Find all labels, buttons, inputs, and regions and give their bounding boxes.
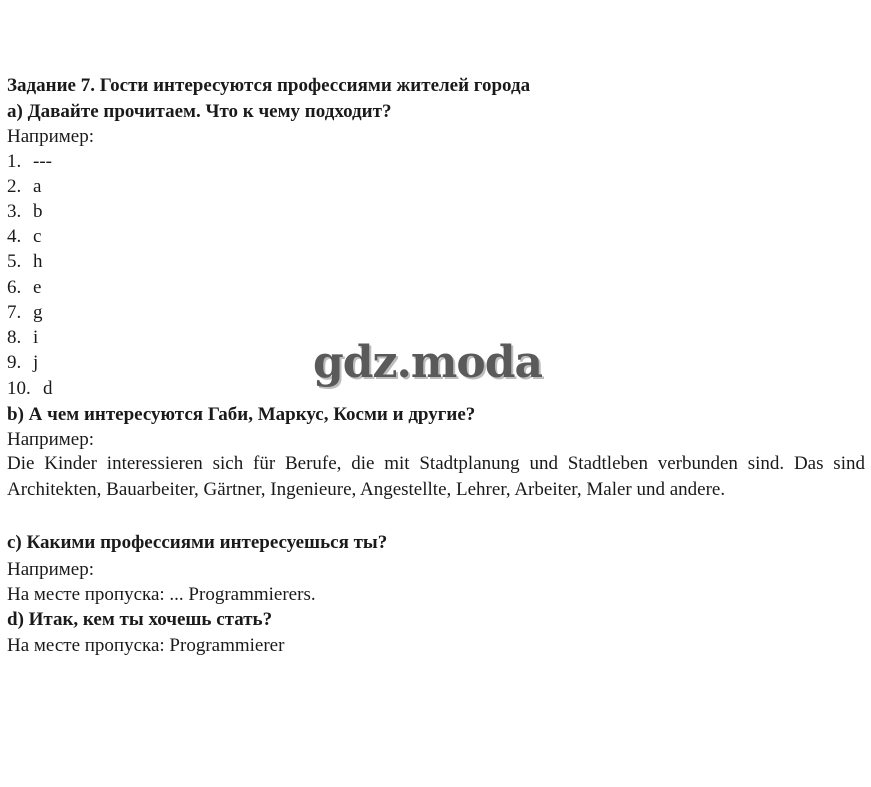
list-item [7,226,41,248]
part-b-heading: b) А чем интересуются Габи, Маркус, Косми и другие? [7,404,476,425]
list-item-answer: i [33,327,39,348]
list-item-number: 1. [7,151,22,172]
list-item [7,176,41,198]
list-item-number: 8. [7,327,22,348]
list-item-number: 2. [7,176,22,197]
list-item-number: 5. [7,251,22,272]
list-item [7,327,38,349]
list-item-answer: a [33,176,42,197]
list-item-answer: j [33,352,39,373]
list-item-answer: --- [33,151,52,172]
list-item [7,251,43,273]
list-item-answer: b [33,201,43,222]
list-item [7,277,41,299]
list-item [7,201,43,223]
list-item-number: 6. [7,277,22,298]
part-c-example-label: Например: [7,559,94,580]
part-b-example-label: Например: [7,429,94,450]
list-item-answer: h [33,251,43,272]
watermark-text: gdz.moda [313,337,543,388]
list-item-number: 3. [7,201,22,222]
part-d-heading: d) Итак, кем ты хочешь стать? [7,609,273,630]
list-item [7,151,52,173]
list-item-answer: g [33,302,43,323]
part-a-example-label: Например: [7,126,94,147]
part-b-answer-paragraph: Die Kinder interessieren sich für Berufe, die mit Stadtplanung und Stadtleben verbunden sind. Das sind Architekten, Bauarbeiter, Gärtner, Ingenieure, Angestellte, Lehrer, Arbeiter, Maler und andere. [7,453,865,500]
list-item-number: 10. [7,378,31,399]
list-item-answer: e [33,277,42,298]
list-item [7,352,38,374]
part-c-answer: На месте пропуска: ... Programmierers. [7,584,316,605]
list-item-number: 4. [7,226,22,247]
list-item-number: 9. [7,352,22,373]
list-item-answer: c [33,226,42,247]
part-a-heading: а) Давайте прочитаем. Что к чему подходит? [7,101,392,122]
list-item-answer: d [43,378,53,399]
list-item-number: 7. [7,302,22,323]
part-d-answer: На месте пропуска: Programmierer [7,635,285,656]
list-item [7,378,53,400]
part-c-heading: с) Какими профессиями интересуешься ты? [7,532,388,553]
task-title: Задание 7. Гости интересуются профессиями жителей города [7,75,531,96]
list-item [7,302,43,324]
